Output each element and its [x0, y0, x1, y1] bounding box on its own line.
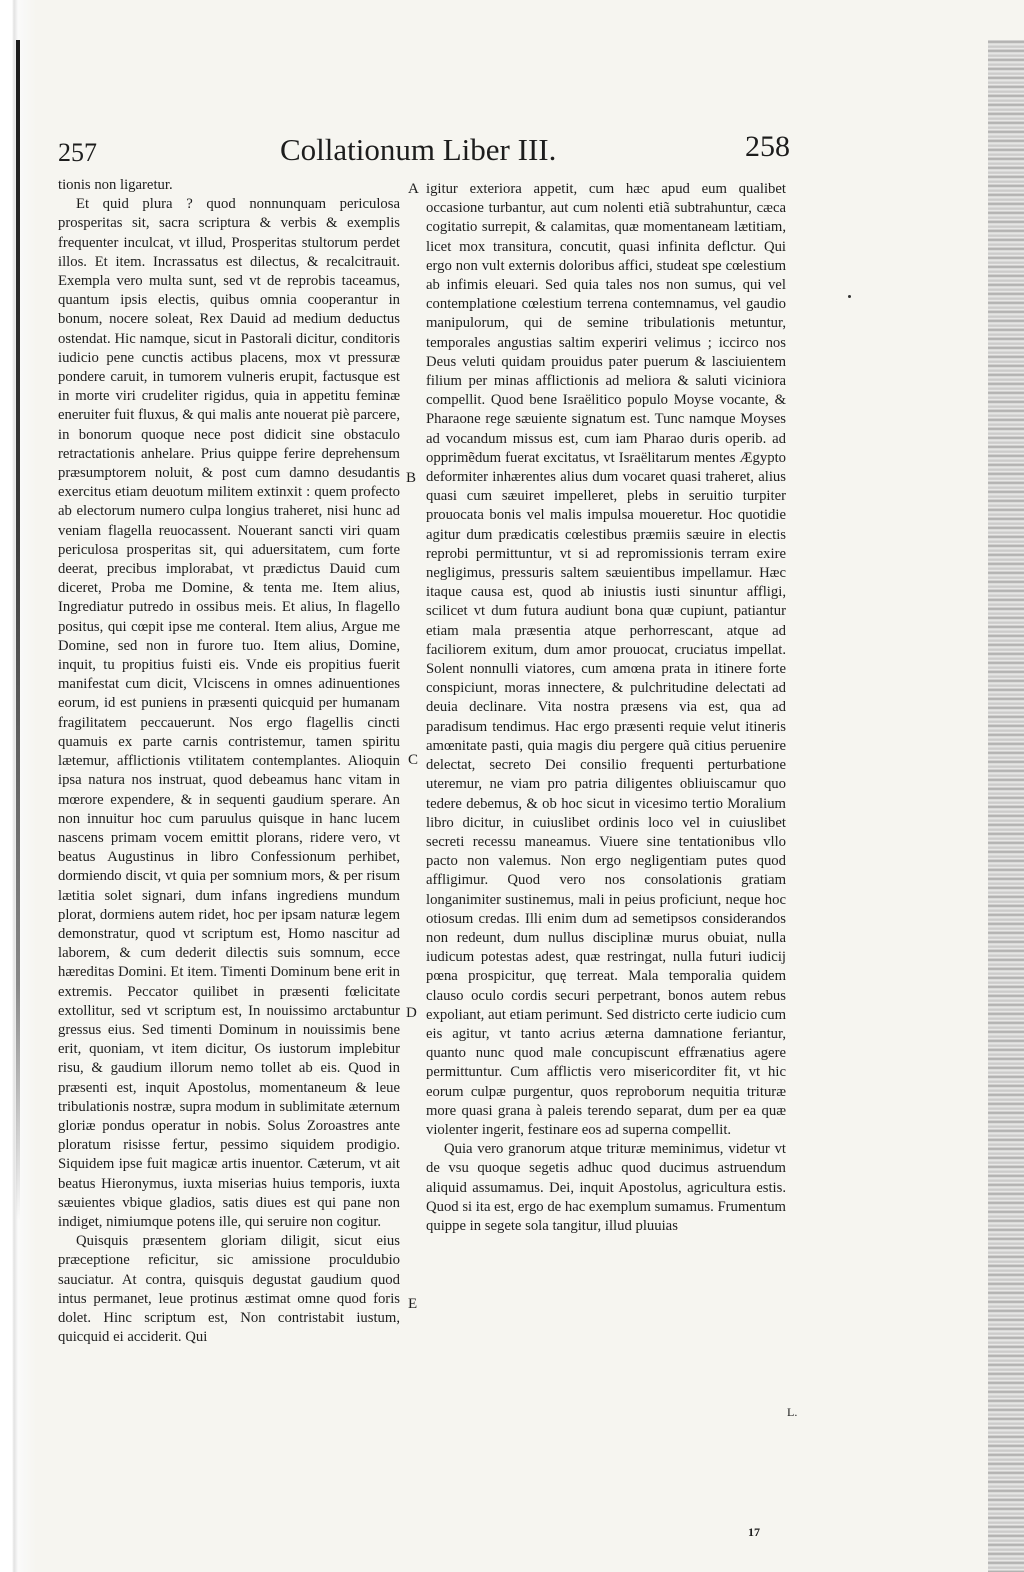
margin-letter-e: E	[408, 1296, 418, 1312]
paragraph: tionis non ligaretur.	[58, 177, 173, 193]
page-header	[58, 130, 790, 180]
paragraph: igitur exteriora appetit, cum hæc apud eum qualibet occasione turbantur, aut cum nolenti etiã subtrahuntur, cæca cogitatio surrepit, & calamitas, quæ momentaneam lætitiam, licet mox transitura, concutit, quasi infinita deflctur. Qui ergo non vult externis doloribus affici, studeat spe cœlestium ab infimis eleuari. Sed quia tales nos non sumus, qui vel contemplatione cœlestium terrena contemnamus, vel gaudio manipulorum, qui de semine tribulationis metuntur, temporales angustias saltim experiri velimus ; iccirco nos Deus veluti quidam prouidus pater puerum & lasciuientem filium per minas afflictionis ad meliora & saluti viciniora compellit. Quod bene Israëlitico populo Moyse vocante, & Pharaone rege sæuiente signatum est. Tunc namque Moyses ad vocandum missus est, cum iam Pharao duris operib. ad opprimẽdum fuerat excitatus, vt Israëlitarum mentes Ægypto deformiter inhærentes alius dum vocaret quasi traheret, alius quasi cum sæuiret impelleret, plebs in seruitio turpiter prouocata bonis vel malis impulsa moueretur. Hoc quotidie agitur dum prædicatis cœlestibus præmiis sæuire in electis reprobi permittuntur, vt si ad repromissionis terram exire negligimus, pressuris saltem sæuientibus impellamur. Hæc itaque causa est, quod ab iniustis iusti sinuntur affligi, scilicet vt dum futura audiunt bona quæ cupiunt, patiantur etiam mala præsentia atque perhorrescant, atque ad faciliorem exitum, dum amor prouocat, cruciatus impellat. Solent nonnulli viatores, cum amœna prata in itinere forte conspiciunt, moras innectere, & pulchritudine delectati ad deuia declinare. Vita nostra præsens via est, qua ad paradisum tendimus. Hac ergo præsenti requie velut itineris amœnitate pasti, quia magis diu pergere quã citius peruenire delectat, secreto Dei consilio frequenti perturbatione uteremur, ne viam pro patria diligentes obliuiscamur quo tedere debemus, & ob hoc sicut in vicesimo tertio Moralium libro dicitur, in cuiuslibet ordinis loco vel in cuiuslibet secreti recessu maneamus. Viuere sine tentationibus vllo pacto non valemus. Non ergo negligentiam putes quod affligimur. Quod vero nos consolationis gratiam longanimiter sustinemus, mali in peius proficiunt, neque hoc otiosum credas. Illi enim dum ad semetipsos considerandos non redeunt, dum nullus disciplinæ murus obuiat, nulla iudicum potestas adest, quæ restringat, nulla futuri iudicij pœna prospicitur, quę terreat. Mala temporalia quidem clauso oculo cordis securi perpetrant, bonos autem rebus expoliant, aut etiam perimunt. Sed districto certe iudicio cum eis agitur, vt tanto acrius æterna damnatione feriantur, quanto nunc quod male concupiscunt effrænatius agere permittuntur. Cum afflictis vero misericorditer fit, vt hic eorum culpæ purgentur, quos reproborum nequitia trituræ more quasi grana à paleis terendo separat, dum per ea quæ violenter ingerit, festinare eos ad superna compellit.	[426, 181, 786, 1138]
right-column	[426, 180, 786, 1236]
ink-speck	[848, 295, 851, 298]
page-number-right: 258	[745, 130, 790, 163]
margin-letter-d: D	[406, 1005, 417, 1021]
margin-letter-b: B	[406, 470, 417, 486]
margin-letter-a: A	[408, 181, 419, 197]
scan-right-edge	[988, 40, 1024, 1572]
margin-letter-c: C	[408, 752, 419, 768]
running-title: Collationum Liber III.	[280, 132, 557, 167]
scan-binding-shadow	[16, 40, 20, 1220]
margin-letter-l: L.	[787, 1405, 798, 1419]
left-column	[58, 176, 400, 1347]
paragraph: Et quid plura ? quod nonnunquam periculosa prosperitas sit, sacra scriptura & verbis & exemplis frequenter inculcat, vt illud, Prosperitas stultorum perdet illos. Et item. Incrassatus est dilectus, & recalcitrauit. Exempla vero multa sunt, sed vt de reprobis taceamus, quantum ipsis electis, quibus omnia cooperantur in bonum, nocere soleat, Rex Dauid ad medium deductus ostendat. Hic namque, sicut in Pastorali dicitur, conditoris iudicio pene cunctis actibus placens, mox vt pressuræ pondere caruit, in tumorem vulneris erupit, factusque est in morte viri crudeliter rigidus, quia in appetitu feminæ eneruiter fuit fluxus, & qui malis ante nouerat piè parcere, in bonorum quoque nece post didicit sine obstaculo retractationis anhelare. Prius quippe ferire deprehensum præsumptorem noluit, & post cum damno desudantis exercitus etiam deuotum militem extinxit : quem profecto ab electorum numero culpa longius traheret, nisi hunc ad veniam flagella reuocassent. Nouerant sancti viri quam periculosa prosperitas sit, qui aduersitatem, cum forte deerat, precibus implorabat, vt prædictus Dauid cum diceret, Proba me Domine, & tenta me. Item alius, Ingrediatur putredo in ossibus meis. Et alius, In flagello positus, qui cœpit ipse me conteral. Item alius, Argue me Domine, sed non in furore tuo. Item alius, Domine, inquit, tu propitius fuisti eis. Vnde eis propitius fuerit manifestat cum dicit, Vlciscens in omnes adinuentiones eorum, id est puniens in præsenti quicquid per humanam fragilitatem peccauerunt. Nos ergo flagellis cincti quamuis ex parte carnis contristemur, tamen spiritu lætemur, afflictionis vtilitatem contemplantes. Alioquin ipsa natura nos instruat, quod debeamus hanc vitam in mœrore expendere, & in sequenti gaudium sperare. An non innuitur hoc cum paruulus quisque in hanc lucem nascens primam vocem emittit plorans, ridere vero, vt beatus Augustinus in libro Confessionum perhibet, dormiendo discit, vt quia per somnium mors, & per risum lætitia solet signari, dum infans ingrediens mundum plorat, dormiens autem ridet, hoc per ipsam naturæ legem demonstratur, quod vt scriptum est, Homo nascitur ad laborem, & cum dederit dilectis suis somnum, ecce hæreditas Domini. Et item. Timenti Dominum bene erit in extremis. Peccator quilibet in præsenti fœlicitate extollitur, sed vt scriptum est, In nouissimo arctabuntur gressus eius. Sed timenti Dominum in nouissimis bene erit, quoniam, vt item dicitur, Os iustorum implebitur risu, & gaudium illorum nemo tollet ab eis. Quod in præsenti est, inquit Apostolus, momentaneum & leue tribulationis nostræ, supra modum in sublimitate æternum gloriæ pondus operatur in nobis. Solus Zoroastres ante ploratum risisse fertur, pessimo siquidem prodigio. Siquidem ipse fuit magicæ artis inuentor. Cæterum, vt ait beatus Hieronymus, iuxta miserias huius temporis, iuxta sæuientes vbique gladios, satis diues est qui pane non indiget, nimiumque potens ille, qui seruire non cogitur.	[58, 196, 400, 1230]
paragraph: Quisquis præsentem gloriam diligit, sicut eius præceptione reficitur, sic amissione proculdubio sauciatur. At contra, quisquis degustat gaudium quod intus permanet, leue protinus æstimat omne quod foris dolet. Hinc scriptum est, Non contristabit iustum, quicquid ei acciderit. Qui	[58, 1233, 400, 1346]
page-number-left: 257	[58, 138, 97, 167]
paragraph: Quia vero granorum atque trituræ meminimus, videtur vt de vsu quoque segetis adhuc quod ducimus astruendum aliquid assumamus. Dei, inquit Apostolus, agricultura estis. Quod si ita est, ergo de hac exemplum sumamus. Frumentum quippe in segete sola tangitur, illud pluuias	[426, 1141, 786, 1234]
signature-mark: 17	[748, 1525, 760, 1539]
